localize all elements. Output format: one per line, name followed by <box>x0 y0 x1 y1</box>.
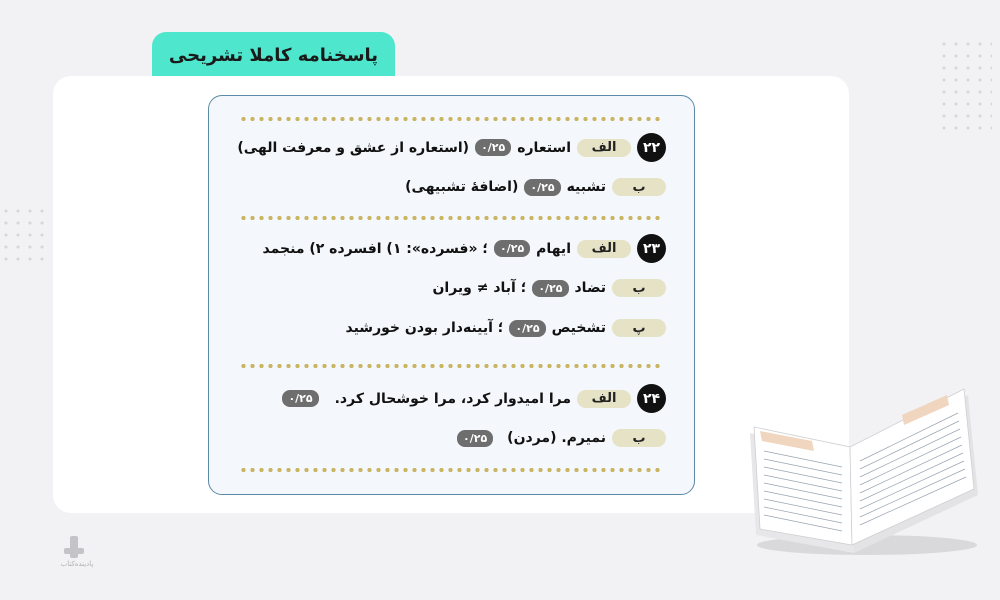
score-badge: ۰/۲۵ <box>282 390 318 407</box>
question-number: ۲۴ <box>637 384 666 413</box>
part-label: ب <box>612 178 666 196</box>
answer-text: (اضافهٔ تشبیهی) <box>405 179 519 195</box>
answer-text: تشبیه <box>566 179 606 195</box>
answer-text: مرا امیدوار کرد، مرا خوشحال کرد. <box>334 390 571 407</box>
answer-text: نمیرم. (مردن) <box>507 430 606 446</box>
part-label: پ <box>612 319 666 337</box>
page-title: پاسخنامه کاملا تشریحی <box>152 32 395 78</box>
answer-text: تضاد <box>574 280 606 296</box>
part-label: ب <box>612 279 666 297</box>
dotted-divider <box>239 117 664 121</box>
score-badge: ۰/۲۵ <box>524 179 560 196</box>
answer-text: تشخیص <box>551 320 606 336</box>
answer-text: ؛ «فسرده»: ۱) افسرده ۲) منجمد <box>262 240 488 257</box>
answer-text: ؛ آباد ≠ ویران <box>432 280 527 296</box>
answer-row <box>346 319 667 337</box>
answer-row <box>237 133 666 162</box>
answer-row <box>405 178 666 196</box>
part-label: الف <box>577 240 631 258</box>
answer-text: ؛ آیینه‌دار بودن خورشید <box>345 320 504 336</box>
score-badge: ۰/۲۵ <box>457 430 493 447</box>
dotted-divider <box>239 468 664 472</box>
answer-card <box>208 95 695 495</box>
score-badge: ۰/۲۵ <box>532 280 568 297</box>
question-number: ۲۲ <box>637 133 666 162</box>
decorative-dot-grid <box>0 205 44 265</box>
dotted-divider <box>239 216 664 220</box>
part-label: الف <box>577 390 631 408</box>
answer-text: ایهام <box>536 240 571 257</box>
score-badge: ۰/۲۵ <box>494 240 530 257</box>
part-label: الف <box>577 139 631 157</box>
part-label: ب <box>612 429 666 447</box>
score-badge: ۰/۲۵ <box>509 320 545 337</box>
answer-row <box>432 279 666 297</box>
answer-row <box>282 384 666 413</box>
open-book-image <box>742 385 982 560</box>
score-badge: ۰/۲۵ <box>475 139 511 156</box>
answer-text: (استعاره از عشق و معرفت الهی) <box>237 139 470 156</box>
question-number: ۲۳ <box>637 234 666 263</box>
answer-text: استعاره <box>517 139 571 156</box>
dotted-divider <box>239 364 664 368</box>
decorative-dot-grid <box>938 38 992 138</box>
brand-name: پادینده‌کتاب <box>60 560 94 568</box>
answer-row <box>263 234 666 263</box>
answer-row <box>457 429 666 447</box>
